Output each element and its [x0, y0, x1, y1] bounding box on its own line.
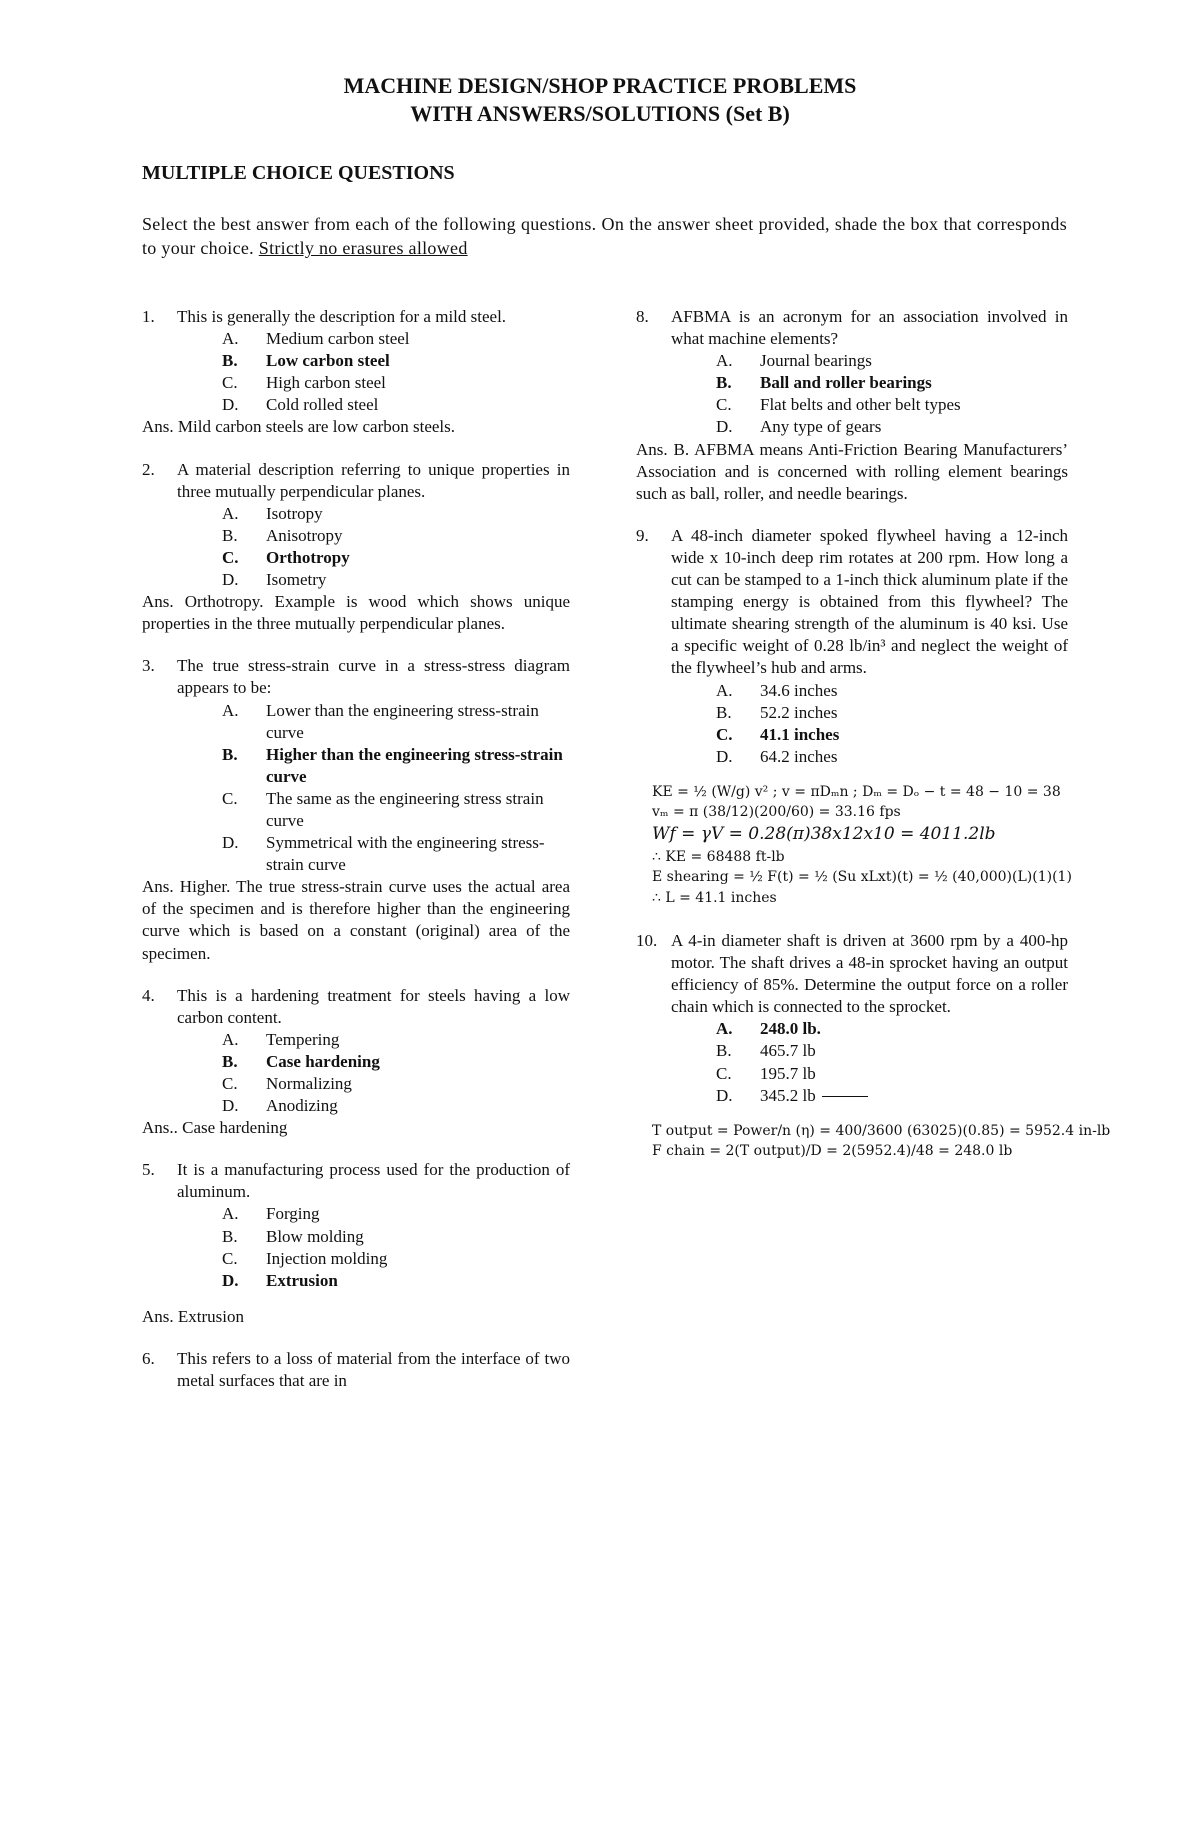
question-stem	[636, 306, 1068, 350]
option-c[interactable]	[716, 724, 1068, 746]
question-number: 9.	[636, 525, 649, 545]
question-number: 6.	[142, 1348, 155, 1368]
option-c[interactable]	[222, 1248, 570, 1270]
question-text: It is a manufacturing process used for the production of aluminum.	[177, 1160, 570, 1202]
option-c[interactable]	[222, 372, 570, 394]
title-line-1: MACHINE DESIGN/SHOP PRACTICE PROBLEMS	[343, 73, 857, 98]
option-b[interactable]	[222, 1226, 570, 1248]
option-letter: C.	[222, 1248, 238, 1268]
option-text: Low carbon steel	[266, 351, 390, 371]
option-text: Symmetrical with the engineering stress-strain curve	[266, 833, 545, 875]
option-text: Isotropy	[266, 503, 323, 523]
question-text: A material description referring to unique properties in three mutually perpendicular planes.	[177, 459, 570, 501]
answer-explanation: Ans. Higher. The true stress-strain curve uses the actual area of the specimen and is therefore higher than the engineering curve which is based on a constant (original) area of the specimen.	[142, 877, 570, 963]
option-text: 64.2 inches	[760, 746, 838, 766]
option-text: Cold rolled steel	[266, 395, 379, 415]
option-letter: C.	[222, 547, 239, 567]
option-a[interactable]	[222, 1029, 570, 1051]
left-column	[142, 306, 570, 1412]
answer-explanation: Ans. B. AFBMA means Anti-Friction Bearing Manufacturers’ Association and is concerned with rolling element bearings such as ball, roller, and needle bearings.	[636, 439, 1068, 503]
option-a[interactable]	[716, 680, 1068, 702]
option-b[interactable]	[222, 744, 570, 788]
option-text: 52.2 inches	[760, 702, 838, 722]
option-text: Journal bearings	[760, 351, 872, 371]
question-text: A 4-in diameter shaft is driven at 3600 rpm by a 400-hp motor. The shaft drives a 48-in sprocket having an output efficiency of 85%. Determine the output force on a roller chain which is connected to the sprocket.	[671, 931, 1068, 1017]
question-stem	[142, 655, 570, 699]
question-stem	[636, 525, 1068, 680]
question-stem	[142, 459, 570, 503]
solution-line: KE = ½ (W/g) v² ; v = πDₘn ; Dₘ = Dₒ − t = 48 − 10 = 38	[652, 783, 1061, 800]
option-c[interactable]	[716, 1063, 1068, 1085]
question-number: 2.	[142, 459, 155, 479]
option-b[interactable]	[716, 372, 1068, 394]
option-list	[142, 1203, 570, 1291]
option-d[interactable]	[222, 569, 570, 591]
option-d[interactable]	[716, 746, 1068, 768]
question-9	[636, 525, 1072, 908]
option-text: Flat belts and other belt types	[760, 395, 961, 415]
solution-line: ∴ KE = 68488 ft-lb	[652, 849, 785, 866]
solution-9	[652, 782, 1072, 908]
question-3	[142, 655, 570, 964]
option-letter: B.	[222, 351, 238, 371]
question-text: This is generally the description for a mild steel.	[177, 307, 507, 326]
question-text: This is a hardening treatment for steels having a low carbon content.	[177, 985, 570, 1027]
option-b[interactable]	[222, 1051, 570, 1073]
option-letter: D.	[222, 1096, 239, 1116]
question-stem	[142, 306, 570, 328]
option-letter: C.	[716, 395, 732, 415]
divider-line	[822, 1096, 868, 1097]
option-c[interactable]	[716, 394, 1068, 416]
question-stem	[142, 1348, 570, 1392]
option-text: Normalizing	[266, 1074, 352, 1093]
option-letter: A.	[716, 351, 733, 371]
option-letter: B.	[222, 1051, 238, 1071]
option-text: Extrusion	[266, 1270, 338, 1290]
option-letter: A.	[716, 1019, 733, 1039]
section-heading: MULTIPLE CHOICE QUESTIONS	[142, 162, 455, 184]
question-1	[142, 306, 570, 439]
option-text: Medium carbon steel	[266, 329, 410, 349]
option-letter: D.	[222, 570, 239, 590]
option-letter: B.	[716, 373, 732, 393]
option-a[interactable]	[222, 328, 570, 350]
question-number: 4.	[142, 985, 155, 1005]
option-letter: C.	[222, 1074, 238, 1093]
option-letter: C.	[222, 373, 238, 393]
option-b[interactable]	[716, 702, 1068, 724]
solution-line: ∴ L = 41.1 inches	[652, 889, 777, 906]
option-text: 195.7 lb	[760, 1063, 816, 1083]
solution-line: F chain = 2(T output)/D = 2(5952.4)/48 = 248.0 lb	[652, 1143, 1013, 1160]
solution-line: T output = Power/n (η) = 400/3600 (63025)(0.85) = 5952.4 in-lb	[652, 1122, 1111, 1139]
page-title	[0, 72, 1200, 128]
solution-line: E shearing = ½ F(t) = ½ (Su xLxt)(t) = ½ (40,000)(L)(1)(1)	[652, 869, 1072, 886]
question-text: AFBMA is an acronym for an association involved in what machine elements?	[671, 307, 1068, 349]
title-line-2: WITH ANSWERS/SOLUTIONS (Set B)	[410, 101, 790, 127]
solution-line: Wf = γV = 0.28(π)38x12x10 = 4011.2lb	[652, 824, 996, 845]
option-d[interactable]	[222, 832, 570, 876]
option-a[interactable]	[222, 503, 570, 525]
answer-explanation: Ans.. Case hardening	[142, 1118, 288, 1138]
option-letter: A.	[222, 700, 239, 720]
option-list	[636, 680, 1068, 768]
instructions-warning: Strictly no erasures allowed	[258, 238, 468, 259]
option-list	[142, 700, 570, 877]
option-letter: D.	[716, 746, 733, 766]
instructions	[142, 212, 1067, 261]
question-4	[142, 985, 570, 1140]
option-list	[636, 350, 1068, 438]
option-list	[142, 503, 570, 591]
option-list	[636, 1018, 1068, 1106]
option-c[interactable]	[222, 788, 570, 832]
option-text: Anodizing	[266, 1096, 338, 1116]
option-d[interactable]	[222, 394, 570, 416]
option-text: The same as the engineering stress strain curve	[266, 788, 544, 830]
option-letter: D.	[222, 1270, 239, 1290]
option-b[interactable]	[222, 350, 570, 372]
option-letter: A.	[222, 503, 239, 523]
option-list	[142, 328, 570, 416]
option-letter: A.	[716, 680, 733, 700]
question-number: 1.	[142, 307, 155, 326]
question-2	[142, 459, 570, 636]
question-6	[142, 1348, 570, 1392]
option-c[interactable]	[222, 547, 570, 569]
option-d[interactable]	[222, 1270, 570, 1292]
option-letter: A.	[222, 1204, 239, 1224]
option-text: 465.7 lb	[760, 1041, 816, 1061]
option-letter: A.	[222, 1029, 239, 1049]
question-number: 10.	[636, 931, 658, 950]
option-letter: A.	[222, 329, 239, 349]
option-text: Lower than the engineering stress-strain curve	[266, 700, 539, 742]
option-text: 41.1 inches	[760, 724, 840, 744]
option-b[interactable]	[716, 1040, 1068, 1062]
option-letter: C.	[716, 724, 733, 744]
solution-10	[652, 1121, 1111, 1162]
option-list	[142, 1029, 570, 1117]
option-text: 34.6 inches	[760, 680, 838, 700]
option-letter: C.	[222, 788, 238, 808]
option-letter: D.	[222, 395, 239, 415]
option-d[interactable]	[716, 1085, 1068, 1107]
option-text: Forging	[266, 1204, 320, 1224]
question-text: This refers to a loss of material from the interface of two metal surfaces that are in	[177, 1348, 570, 1391]
option-text: Higher than the engineering stress-strain curve	[266, 744, 563, 786]
option-letter: B.	[222, 744, 238, 764]
right-column	[636, 306, 1111, 1183]
option-a[interactable]	[716, 350, 1068, 372]
option-letter: C.	[716, 1063, 732, 1083]
question-text: A 48-inch diameter spoked flywheel having a 12-inch wide x 10-inch deep rim rotates at 200 rpm. How long a cut can be stamped to a 1-inch thick aluminum plate if the stamping energy is obtained from this flywheel? The ultimate shearing strength of the aluminum is 40 ksi. Use a specific weight of 0.28 lb/in³ and neglect the weight of the flywheel’s hub and arms.	[671, 525, 1068, 678]
option-a[interactable]	[222, 700, 570, 744]
question-8	[636, 306, 1068, 505]
question-stem	[142, 985, 570, 1029]
option-a[interactable]	[222, 1203, 570, 1225]
option-text: Orthotropy	[266, 547, 350, 567]
option-letter: D.	[716, 417, 733, 437]
option-text: Injection molding	[266, 1248, 388, 1268]
option-text: Tempering	[266, 1029, 340, 1049]
option-letter: D.	[222, 833, 239, 853]
option-text: 345.2 lb	[760, 1085, 816, 1105]
question-number: 3.	[142, 656, 155, 676]
option-a[interactable]	[716, 1018, 1068, 1040]
option-letter: D.	[716, 1085, 733, 1105]
option-c[interactable]	[222, 1073, 570, 1095]
option-text: Case hardening	[266, 1051, 380, 1071]
option-letter: B.	[222, 1226, 238, 1246]
option-text: 248.0 lb.	[760, 1019, 821, 1039]
option-text: High carbon steel	[266, 373, 386, 393]
answer-explanation: Ans. Orthotropy. Example is wood which shows unique properties in the three mutually perpendicular planes.	[142, 592, 570, 634]
option-text: Any type of gears	[760, 417, 882, 437]
question-text: The true stress-strain curve in a stress-stress diagram appears to be:	[177, 656, 570, 698]
option-text: Anisotropy	[266, 525, 343, 545]
question-stem	[142, 1159, 570, 1203]
option-text: Blow molding	[266, 1226, 364, 1246]
question-number: 5.	[142, 1160, 155, 1180]
option-letter: B.	[716, 702, 732, 722]
question-10	[636, 930, 1111, 1161]
answer-explanation: Ans. Mild carbon steels are low carbon steels.	[142, 417, 455, 437]
question-number: 8.	[636, 307, 649, 326]
option-text: Isometry	[266, 570, 327, 590]
option-letter: B.	[222, 525, 238, 545]
question-5	[142, 1159, 570, 1328]
answer-explanation: Ans. Extrusion	[142, 1306, 244, 1326]
solution-line: vₘ = π (38/12)(200/60) = 33.16 fps	[652, 804, 901, 821]
option-d[interactable]	[716, 416, 1068, 438]
option-d[interactable]	[222, 1095, 570, 1117]
option-letter: B.	[716, 1041, 732, 1061]
option-b[interactable]	[222, 525, 570, 547]
option-text: Ball and roller bearings	[760, 373, 932, 393]
question-stem	[636, 930, 1068, 1018]
instructions-text: Select the best answer from each of the following questions. On the answer sheet provided, shade the box that corresponds to your choice.	[142, 214, 1067, 259]
